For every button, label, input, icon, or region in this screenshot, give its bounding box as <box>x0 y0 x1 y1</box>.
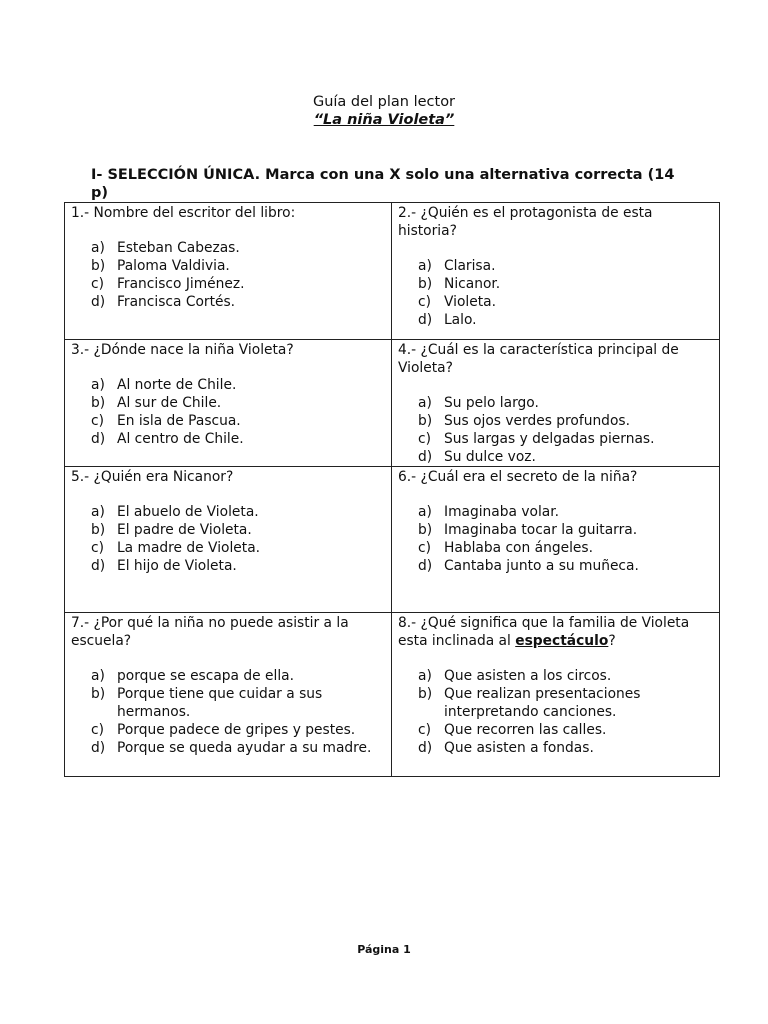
page-number: Página 1 <box>357 943 411 956</box>
option-letter: c) <box>418 431 431 447</box>
question-cell-4 <box>392 340 720 467</box>
option-item <box>71 293 385 311</box>
option-text: Su dulce voz. <box>444 449 536 465</box>
option-item <box>398 667 713 685</box>
option-text: Nicanor. <box>444 276 501 292</box>
question-cell-1 <box>65 203 392 340</box>
question-text-after: ? <box>608 633 616 649</box>
option-item <box>71 667 385 685</box>
option-text: Que asisten a los circos. <box>444 668 612 684</box>
option-item <box>398 557 713 575</box>
question-text: 2.- ¿Quién es el protagonista de esta historia? <box>398 205 653 239</box>
option-letter: a) <box>418 395 432 411</box>
table-row <box>65 613 720 777</box>
option-item <box>71 539 385 557</box>
option-item <box>398 412 713 430</box>
option-item <box>71 257 385 275</box>
option-text: Esteban Cabezas. <box>117 240 240 256</box>
option-item <box>71 521 385 539</box>
option-item <box>398 521 713 539</box>
option-item <box>71 430 385 448</box>
option-text: La madre de Violeta. <box>117 540 261 556</box>
option-text: Su pelo largo. <box>444 395 539 411</box>
option-text: Clarisa. <box>444 258 496 274</box>
option-text: Cantaba junto a su muñeca. <box>444 558 639 574</box>
table-row <box>65 203 720 340</box>
option-letter: d) <box>418 449 433 465</box>
option-item <box>398 539 713 557</box>
option-text: Que asisten a fondas. <box>444 740 594 756</box>
option-item <box>398 394 713 412</box>
option-item <box>71 412 385 430</box>
table-row <box>65 467 720 613</box>
option-letter: d) <box>91 431 106 447</box>
option-letter: c) <box>91 722 104 738</box>
option-text: El hijo de Violeta. <box>117 558 237 574</box>
option-letter: c) <box>418 722 431 738</box>
option-letter: a) <box>91 668 105 684</box>
option-letter: d) <box>91 558 106 574</box>
question-text: 1.- Nombre del escritor del libro: <box>71 205 296 221</box>
option-text: Francisco Jiménez. <box>117 276 245 292</box>
document-subtitle: “La niña Violeta” <box>313 112 455 128</box>
option-letter: d) <box>91 740 106 756</box>
options-list <box>71 667 385 757</box>
option-letter: d) <box>418 312 433 328</box>
question-text: 6.- ¿Cuál era el secreto de la niña? <box>398 469 638 485</box>
option-letter: a) <box>91 504 105 520</box>
option-text: Lalo. <box>444 312 477 328</box>
option-letter: c) <box>418 540 431 556</box>
option-text: Porque padece de gripes y pestes. <box>117 722 356 738</box>
options-list <box>398 503 713 575</box>
option-letter: a) <box>418 258 432 274</box>
question-text <box>398 614 713 650</box>
option-item <box>71 557 385 575</box>
option-item <box>398 503 713 521</box>
table-row <box>65 340 720 467</box>
question-text: 7.- ¿Por qué la niña no puede asistir a la escuela? <box>71 615 349 649</box>
option-letter: b) <box>91 686 106 702</box>
option-text: porque se escapa de ella. <box>117 668 295 684</box>
option-letter: a) <box>418 668 432 684</box>
option-item <box>71 376 385 394</box>
option-item <box>398 685 713 721</box>
question-emphasis-word: espectáculo <box>515 633 609 649</box>
option-text: En isla de Pascua. <box>117 413 241 429</box>
option-letter: c) <box>91 413 104 429</box>
option-text: Imaginaba tocar la guitarra. <box>444 522 638 538</box>
option-item <box>398 448 713 466</box>
question-cell-6 <box>392 467 720 613</box>
question-cell-5 <box>65 467 392 613</box>
option-text: Que recorren las calles. <box>444 722 607 738</box>
option-letter: a) <box>91 377 105 393</box>
option-item <box>398 293 713 311</box>
options-list <box>71 503 385 575</box>
option-letter: d) <box>418 558 433 574</box>
document-title: Guía del plan lector <box>312 94 456 110</box>
option-text: El abuelo de Violeta. <box>117 504 259 520</box>
option-text: Paloma Valdivia. <box>117 258 230 274</box>
options-list <box>398 394 713 466</box>
option-text: Hablaba con ángeles. <box>444 540 593 556</box>
option-letter: a) <box>418 504 432 520</box>
option-text: El padre de Violeta. <box>117 522 252 538</box>
option-item <box>71 503 385 521</box>
option-letter: c) <box>91 276 104 292</box>
option-item <box>398 739 713 757</box>
option-letter: d) <box>91 294 106 310</box>
option-item <box>71 685 385 721</box>
option-item <box>71 739 385 757</box>
option-text: Que realizan presentaciones interpretando canciones. <box>444 686 641 720</box>
option-text: Al centro de Chile. <box>117 431 244 447</box>
option-item <box>71 239 385 257</box>
question-cell-3 <box>65 340 392 467</box>
option-letter: b) <box>91 395 106 411</box>
option-letter: b) <box>418 686 433 702</box>
section-heading: I- SELECCIÓN ÚNICA. Marca con una X solo una alternativa correcta (14 p) <box>91 167 675 201</box>
option-letter: b) <box>418 522 433 538</box>
option-item <box>398 430 713 448</box>
options-list <box>71 376 385 448</box>
option-letter: c) <box>91 540 104 556</box>
option-letter: c) <box>418 294 431 310</box>
option-item <box>398 257 713 275</box>
question-text: 4.- ¿Cuál es la característica principal de Violeta? <box>398 342 679 376</box>
option-text: Sus largas y delgadas piernas. <box>444 431 655 447</box>
option-item <box>71 721 385 739</box>
option-letter: b) <box>418 276 433 292</box>
options-list <box>71 239 385 311</box>
option-item <box>71 275 385 293</box>
option-letter: a) <box>91 240 105 256</box>
option-text: Francisca Cortés. <box>117 294 236 310</box>
question-text: 3.- ¿Dónde nace la niña Violeta? <box>71 342 294 358</box>
document-header <box>0 93 768 129</box>
option-text: Imaginaba volar. <box>444 504 560 520</box>
option-text: Al sur de Chile. <box>117 395 222 411</box>
option-item <box>398 275 713 293</box>
question-cell-2 <box>392 203 720 340</box>
option-letter: b) <box>91 522 106 538</box>
option-letter: d) <box>418 740 433 756</box>
question-text: 5.- ¿Quién era Nicanor? <box>71 469 234 485</box>
option-item <box>71 394 385 412</box>
questions-table <box>64 202 720 777</box>
option-text: Porque se queda ayudar a su madre. <box>117 740 372 756</box>
option-letter: b) <box>91 258 106 274</box>
option-text: Violeta. <box>444 294 496 310</box>
options-list <box>398 257 713 329</box>
question-text-before: 8.- ¿Qué significa que la familia de Violeta esta inclinada al <box>398 615 690 649</box>
option-letter: b) <box>418 413 433 429</box>
option-item <box>398 721 713 739</box>
option-text: Sus ojos verdes profundos. <box>444 413 630 429</box>
question-cell-7 <box>65 613 392 777</box>
question-cell-8 <box>392 613 720 777</box>
option-text: Porque tiene que cuidar a sus hermanos. <box>117 686 323 720</box>
option-text: Al norte de Chile. <box>117 377 237 393</box>
options-list <box>398 667 713 757</box>
option-item <box>398 311 713 329</box>
